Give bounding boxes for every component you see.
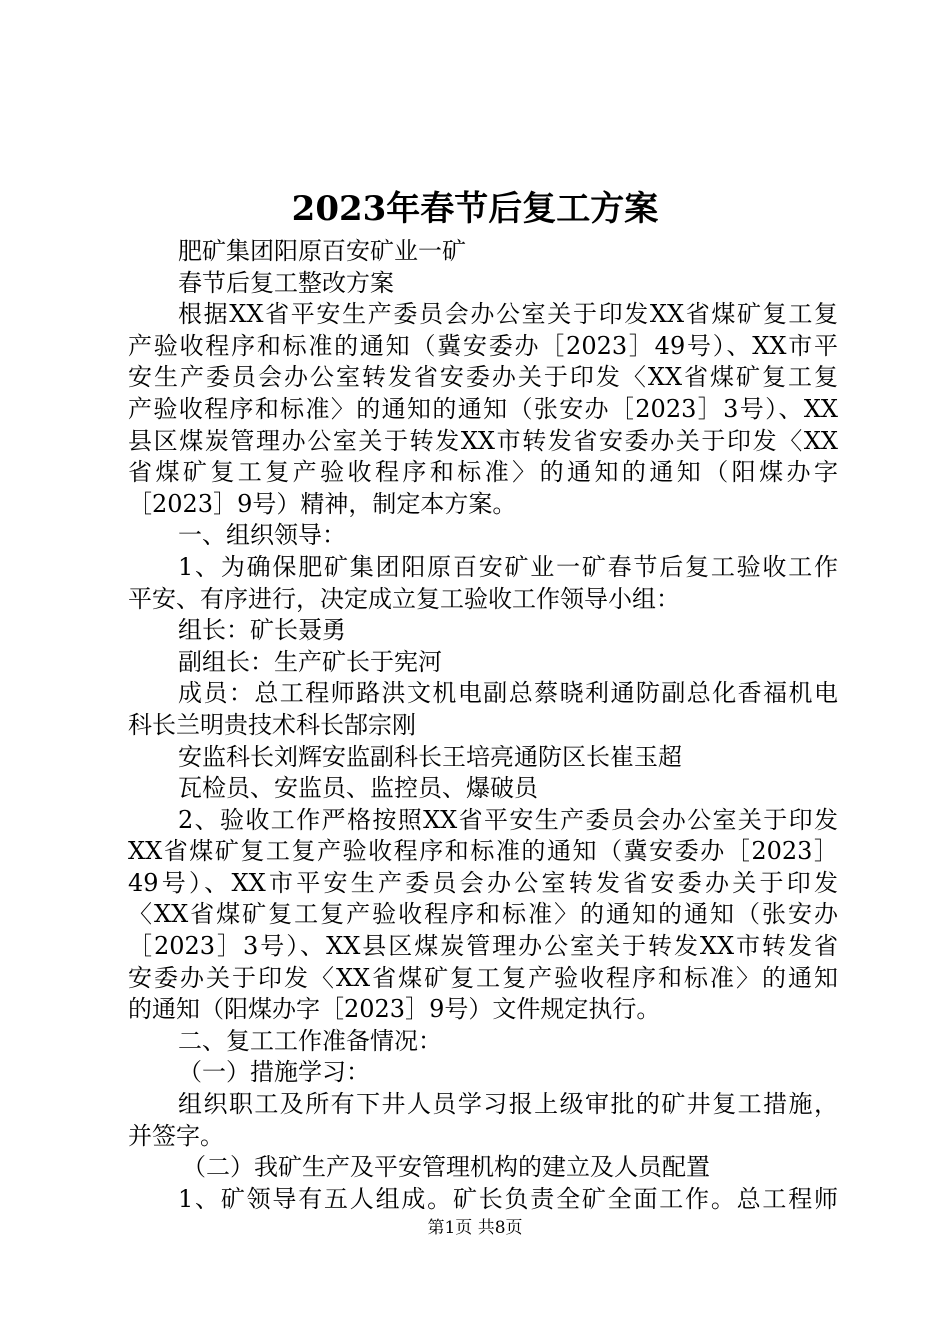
- text-line: 49号）、XX市平安生产委员会办公室转发省安委办关于印发: [128, 868, 838, 897]
- text-line: ［2023］3号）、XX县区煤炭管理办公室关于转发XX市转发省: [128, 932, 838, 961]
- text-line: 瓦检员、安监员、监控员、爆破员: [178, 774, 538, 803]
- text-line: 安生产委员会办公室转发省安委办关于印发〈XX省煤矿复工复: [128, 363, 838, 392]
- text-line: 科长兰明贵技术科长郜宗刚: [128, 710, 416, 739]
- subsection-heading: （一）措施学习：: [178, 1058, 370, 1087]
- text-line: 〈XX省煤矿复工复产验收程序和标准〉的通知的通知（张安办: [128, 900, 838, 929]
- text-line: 肥矿集团阳原百安矿业一矿: [178, 237, 466, 265]
- text-line: 县区煤炭管理办公室关于转发XX市转发省安委办关于印发〈XX: [128, 426, 838, 455]
- text-line: 产验收程序和标准〉的通知的通知（张安办［2023］3号）、XX: [128, 394, 838, 423]
- text-line: 安委办关于印发〈XX省煤矿复工复产验收程序和标准〉的通知: [128, 963, 838, 992]
- text-line: 2、验收工作严格按照XX省平安生产委员会办公室关于印发: [178, 805, 838, 834]
- text-line: 1、为确保肥矿集团阳原百安矿业一矿春节后复工验收工作: [178, 552, 838, 581]
- document-body: [128, 236, 838, 1215]
- text-line: 并签字。: [128, 1121, 224, 1150]
- text-line: 1、矿领导有五人组成。矿长负责全矿全面工作。总工程师: [178, 1184, 838, 1213]
- text-line: 根据XX省平安生产委员会办公室关于印发XX省煤矿复工复: [178, 300, 838, 329]
- subsection-heading: （二）我矿生产及平安管理机构的建立及人员配置: [182, 1153, 710, 1182]
- text-line: 副组长：生产矿长于宪河: [178, 647, 442, 676]
- text-line: 产验收程序和标准的通知（冀安委办［2023］49号）、XX市平: [128, 331, 838, 360]
- text-line: XX省煤矿复工复产验收程序和标准的通知（冀安委办［2023］: [128, 837, 838, 866]
- text-line: 的通知（阳煤办字［2023］9号）文件规定执行。: [128, 995, 661, 1024]
- section-heading: 一、组织领导：: [178, 521, 346, 550]
- text-line: 省煤矿复工复产验收程序和标准〉的通知的通知（阳煤办字: [128, 458, 838, 487]
- text-line: 安监科长刘辉安监副科长王培亮通防区长崔玉超: [178, 742, 682, 771]
- text-line: 春节后复工整改方案: [178, 268, 394, 297]
- page-footer: 第1页 共8页: [427, 1218, 523, 1238]
- text-line: 组长：矿长聂勇: [178, 616, 346, 645]
- text-line: 组织职工及所有下井人员学习报上级审批的矿井复工措施，: [178, 1090, 838, 1119]
- section-heading: 二、复工工作准备情况：: [178, 1026, 442, 1055]
- text-line: 成员：总工程师路洪文机电副总蔡晓利通防副总化香福机电: [178, 679, 838, 708]
- text-line: ［2023］9号）精神，制定本方案。: [128, 489, 517, 518]
- document-title: 2023年春节后复工方案: [291, 189, 659, 229]
- text-line: 平安、有序进行，决定成立复工验收工作领导小组：: [128, 584, 680, 613]
